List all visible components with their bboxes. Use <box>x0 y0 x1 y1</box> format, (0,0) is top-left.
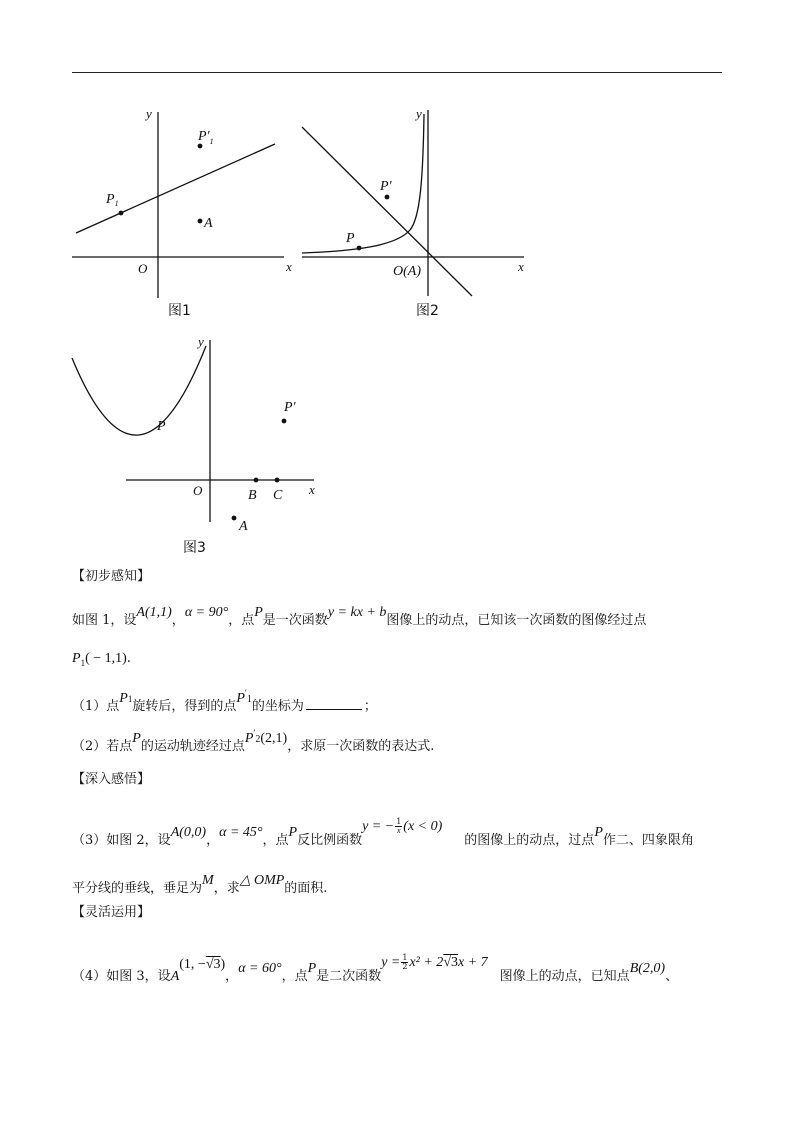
fig3-x-label: x <box>309 482 315 497</box>
question-3-continued: 平分线的垂线，垂足为M，求△ OMP的面积. <box>72 873 328 896</box>
fig3-parabola <box>72 346 206 435</box>
fig1-origin-label: O <box>138 261 148 276</box>
fig1-point-p1 <box>119 211 124 216</box>
question-2: （2）若点P的运动轨迹经过点P′2(2,1)，求原一次函数的表达式. <box>72 728 435 754</box>
intro-text: 如图 1，设A(1,1)，α = 90°，点P是一次函数y = kx + b图像上的动点，已知该一次函数的图像经过点 <box>72 605 647 628</box>
fig2-angle-bisector <box>302 127 472 296</box>
section-heading-deeper: 【深入感悟】 <box>72 772 151 787</box>
fig3-pprime-label: P′ <box>284 400 296 415</box>
fig3-point-a <box>232 516 237 521</box>
section-heading-apply: 【灵活运用】 <box>72 905 151 920</box>
fig1-x-label: x <box>286 259 292 274</box>
figure-3 <box>66 332 346 562</box>
fig3-b-label: B <box>248 488 257 503</box>
fig3-point-pprime <box>282 419 287 424</box>
fig2-caption: 图2 <box>416 303 439 319</box>
fig3-c-label: C <box>273 488 283 503</box>
intro-text-continued: $P_1( - 1,1)$. <box>72 651 131 668</box>
fig1-point-p1prime <box>198 144 203 149</box>
fig3-y-label: y <box>198 334 204 349</box>
fig3-a-label: A <box>239 519 248 534</box>
fig2-point-pprime <box>385 195 390 200</box>
fig2-pprime-label: P′ <box>380 179 392 194</box>
question-3: （3）如图 2，设A(0,0)，α = 45°，点P反比例函数y = − $\frac{1}{x}$ (x < 0)的图像上的动点，过点P作二、四象限角 <box>72 817 694 848</box>
fig3-origin-label: O <box>193 483 203 498</box>
figure-1 <box>66 100 306 325</box>
fig1-linear-graph <box>76 144 275 233</box>
fig1-y-label: y <box>146 106 152 121</box>
fig2-p-label: P <box>346 231 355 246</box>
fig2-origin-label: O(A) <box>393 264 421 279</box>
fig1-p1-label: $P_1$ <box>106 192 119 208</box>
fig1-point-a <box>198 219 203 224</box>
fig2-x-label: x <box>518 259 524 274</box>
fig3-point-b <box>254 478 259 483</box>
question-1: （1）点P1旋转后，得到的点P′1的坐标为 ； <box>72 688 377 714</box>
figure-2 <box>296 100 536 325</box>
fig2-reciprocal-curve <box>302 114 424 253</box>
answer-blank <box>306 697 362 710</box>
fig1-a-label: A <box>204 216 213 231</box>
fig3-point-c <box>275 478 280 483</box>
section-heading-intro: 【初步感知】 <box>72 569 151 584</box>
fig1-p1prime-label: $P'_1$ <box>198 129 214 146</box>
fig2-y-label: y <box>416 106 422 121</box>
fig2-point-p <box>357 246 362 251</box>
header-rule <box>72 72 722 73</box>
fig3-caption: 图3 <box>183 540 206 556</box>
fig3-p-label: P <box>157 419 166 434</box>
fig1-caption: 图1 <box>168 303 191 319</box>
question-4: （4）如图 3，设A(1, −√3)，α = 60°，点P是二次函数y = $\frac{1}{2}$ x² + 2√3x + 7图像上的动点，已知点B(2,0)、 <box>72 953 679 984</box>
